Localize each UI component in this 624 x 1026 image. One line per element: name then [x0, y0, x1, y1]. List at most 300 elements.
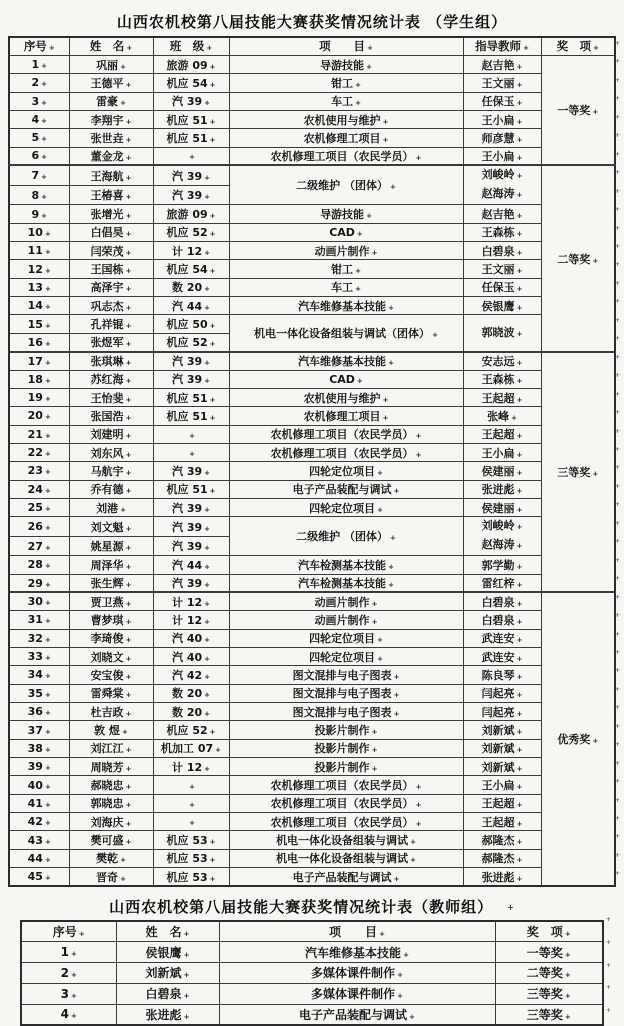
row-end-mark: +: [615, 224, 621, 232]
cell-end-mark: +: [41, 153, 48, 162]
class-name: 汽 40 +: [153, 629, 229, 647]
cell-end-mark: +: [125, 450, 132, 459]
cell-end-mark: +: [44, 524, 51, 532]
instructor-name: 王起超 +: [463, 794, 541, 812]
cell-end-mark: +: [70, 970, 77, 979]
row-number: 2 +: [21, 963, 116, 984]
teacher-name: 侯银鹰 +: [116, 942, 219, 963]
cell-end-mark: +: [215, 746, 221, 755]
row-end-mark: +: [615, 851, 621, 859]
cell-end-mark: +: [209, 212, 216, 221]
class-name: 汽 39 +: [153, 462, 229, 480]
cell-end-mark: +: [125, 432, 132, 441]
table-row: [9, 260, 615, 278]
instructor-names-group: [464, 166, 541, 204]
cell-end-mark: +: [209, 62, 216, 71]
award-cell: 二等奖 +: [541, 165, 615, 351]
table-row: [9, 703, 615, 721]
instructor-name: 张进彪 +: [463, 868, 541, 886]
row-number: 39 +: [9, 758, 69, 776]
cell-end-mark: +: [125, 581, 132, 590]
class-name: 汽 39 +: [153, 517, 229, 537]
cell-end-mark: +: [204, 636, 210, 645]
cell-end-mark: +: [516, 62, 523, 71]
cell-end-mark: +: [371, 599, 378, 608]
row-end-mark: +: [615, 169, 621, 177]
cell-end-mark: +: [516, 329, 523, 338]
class-name: 机应 54 +: [153, 74, 229, 92]
class-name: 机应 51 +: [153, 407, 229, 425]
project-name: 动画片制作 +: [229, 242, 463, 260]
row-end-mark: +: [615, 796, 621, 804]
student-name: 张琪琳 +: [69, 352, 153, 370]
cell-end-mark: +: [120, 62, 126, 71]
instructor-name: 侯银鹰 +: [463, 297, 541, 315]
instructor-name: 雷红梓 +: [463, 574, 541, 592]
cell-end-mark: +: [393, 709, 400, 718]
instructor-name-line: 郭晓波 +: [481, 325, 523, 339]
row-end-mark: +: [615, 132, 621, 140]
cell-end-mark: +: [44, 800, 51, 809]
cell-end-mark: +: [44, 727, 51, 736]
cell-end-mark: +: [516, 117, 523, 126]
student-table-header: [9, 37, 615, 55]
cell-end-mark: +: [371, 764, 378, 773]
row-end-mark: +: [615, 593, 621, 601]
row-number: 2 +: [9, 74, 69, 92]
row-number: 32 +: [9, 629, 69, 647]
class-name: 数 20 +: [153, 278, 229, 296]
project-name: 多媒体课件制作 +: [219, 983, 495, 1004]
cell-end-mark: +: [516, 99, 523, 108]
row-number: 3 +: [21, 983, 116, 1004]
row-number: 19 +: [9, 388, 69, 406]
cell-end-mark: +: [393, 672, 400, 681]
cell-end-mark: +: [209, 838, 216, 847]
row-number: 10 +: [9, 223, 69, 241]
cell-end-mark: +: [204, 359, 210, 368]
cell-end-mark: +: [415, 783, 422, 792]
instructor-name: 王起超 +: [463, 425, 541, 443]
cell-end-mark: +: [516, 617, 523, 626]
cell-end-mark: +: [41, 173, 48, 182]
student-name: 刘江江 +: [69, 739, 153, 757]
project-name: 汽车检测基本技能 +: [229, 574, 463, 592]
cell-end-mark: +: [516, 874, 523, 883]
cell-end-mark: +: [209, 117, 216, 126]
table-row: [9, 592, 615, 610]
cell-end-mark: +: [516, 172, 523, 181]
cell-end-mark: +: [204, 248, 210, 257]
row-end-mark: +: [606, 916, 612, 923]
row-end-mark: +: [615, 612, 621, 620]
instructor-name: 刘新斌 +: [463, 739, 541, 757]
class-name: 汽 39 +: [153, 574, 229, 592]
project-name: 钳工 +: [229, 74, 463, 92]
cell-end-mark: +: [516, 691, 523, 700]
student-name: 王德平 +: [69, 74, 153, 92]
cell-end-mark: +: [204, 764, 210, 773]
instructor-name: 王小扁 +: [463, 776, 541, 794]
row-number: 4 +: [9, 110, 69, 128]
cell-end-mark: +: [183, 992, 190, 1001]
class-name: [153, 794, 229, 812]
cell-end-mark: +: [125, 395, 132, 404]
student-name: 郝晓忠 +: [69, 776, 153, 794]
project-name: CAD +: [229, 370, 463, 388]
cell-end-mark: +: [44, 599, 51, 608]
row-number: 1 +: [21, 942, 116, 963]
row-end-mark: +: [615, 519, 621, 527]
student-name: 贾卫燕 +: [69, 592, 153, 610]
cell-end-mark: +: [516, 487, 523, 496]
student-name: 张煜军 +: [69, 333, 153, 351]
student-name: 马航宇 +: [69, 462, 153, 480]
student-table-title: 山西农机校第八届技能大赛获奖情况统计表 （学生组）: [116, 13, 508, 31]
row-end-mark: +: [615, 409, 621, 417]
row-end-mark: +: [615, 279, 621, 287]
student-name: 刘文魁 +: [69, 517, 153, 537]
table-row: [9, 147, 615, 165]
project-name: 投影片制作 +: [229, 739, 463, 757]
cell-end-mark: +: [388, 359, 394, 368]
instructor-name: 王文丽 +: [463, 74, 541, 92]
cell-end-mark: +: [78, 930, 85, 939]
project-name: 农机修理工项目（农民学员） +: [229, 443, 463, 461]
cell-end-mark: +: [209, 728, 216, 737]
instructor-name: 王小扁 +: [463, 110, 541, 128]
student-name: 周晓芳 +: [69, 758, 153, 776]
instructor-name: 王森栋 +: [463, 370, 541, 388]
instructor-name: 郭学勤 +: [463, 556, 541, 574]
cell-end-mark: +: [592, 256, 599, 265]
cell-end-mark: +: [206, 44, 213, 53]
cell-end-mark: +: [393, 487, 400, 496]
cell-end-mark: +: [189, 450, 195, 459]
row-number: 21 +: [9, 425, 69, 443]
cell-end-mark: +: [204, 599, 210, 608]
cell-end-mark: +: [204, 468, 210, 477]
cell-end-mark: +: [44, 358, 51, 367]
table-row: [9, 776, 615, 794]
row-number: 13 +: [9, 278, 69, 296]
instructor-name: 武连安 +: [463, 647, 541, 665]
table-row: [9, 498, 615, 516]
table-row: [9, 849, 615, 867]
table-row: [9, 480, 615, 498]
cell-end-mark: +: [125, 487, 132, 496]
cell-end-mark: +: [44, 486, 51, 495]
cell-end-mark: +: [516, 468, 523, 477]
cell-end-mark: +: [204, 193, 210, 202]
row-number: 1 +: [9, 55, 69, 73]
cell-end-mark: +: [382, 395, 389, 404]
instructor-names-group: [464, 517, 541, 555]
project-name: 四轮定位项目 +: [229, 462, 463, 480]
class-name: 机应 53 +: [153, 831, 229, 849]
cell-end-mark: +: [125, 672, 132, 681]
project-name: 电子产品装配与调试 +: [229, 480, 463, 498]
row-end-mark: +: [615, 335, 621, 343]
table-row: [9, 315, 615, 333]
cell-end-mark: +: [516, 764, 523, 773]
table-row: [21, 963, 603, 984]
cell-end-mark: +: [183, 971, 190, 980]
cell-end-mark: +: [371, 728, 378, 737]
row-number: 12 +: [9, 260, 69, 278]
row-number: 41 +: [9, 794, 69, 812]
cell-end-mark: +: [516, 856, 523, 865]
cell-end-mark: +: [41, 117, 48, 126]
project-name: 投影片制作 +: [229, 721, 463, 739]
instructor-name: 刘新斌 +: [463, 758, 541, 776]
cell-end-mark: +: [377, 505, 383, 514]
project-name: 农机修理工项目（农民学员） +: [229, 794, 463, 812]
table-row: [9, 813, 615, 831]
instructor-name: 王起超 +: [463, 388, 541, 406]
instructor-name: 张进彪 +: [463, 480, 541, 498]
table-row: [21, 983, 603, 1004]
teacher-awards-table: [20, 920, 604, 1026]
project-name: 四轮定位项目 +: [229, 498, 463, 516]
cell-end-mark: +: [70, 950, 77, 959]
row-number: 18 +: [9, 370, 69, 388]
cell-end-mark: +: [183, 930, 190, 939]
cell-end-mark: +: [516, 212, 523, 221]
cell-end-mark: +: [125, 303, 132, 312]
instructor-name: 白碧泉 +: [463, 592, 541, 610]
cell-end-mark: +: [204, 99, 210, 108]
paragraph-mark: +: [507, 902, 515, 912]
student-name: 樊可盛 +: [69, 831, 153, 849]
class-name: 机应 53 +: [153, 868, 229, 886]
class-name: 汽 39 +: [153, 498, 229, 516]
project-name: 多媒体课件制作 +: [219, 963, 495, 984]
class-name: 机应 54 +: [153, 260, 229, 278]
cell-end-mark: +: [204, 581, 210, 590]
cell-end-mark: +: [516, 636, 523, 645]
project-name: 汽车维修基本技能 +: [219, 942, 495, 963]
teacher-table-body: [21, 942, 603, 1025]
cell-end-mark: +: [516, 267, 523, 276]
table-row: [9, 684, 615, 702]
row-end-mark: +: [615, 261, 621, 269]
cell-end-mark: +: [511, 413, 517, 422]
award-cell: 三等奖 +: [541, 352, 615, 593]
row-number: 26 +: [9, 517, 69, 537]
cell-end-mark: +: [125, 691, 132, 700]
student-name: 孔祥锟 +: [69, 315, 153, 333]
cell-end-mark: +: [209, 856, 216, 865]
cell-end-mark: +: [125, 764, 132, 773]
cell-end-mark: +: [125, 524, 132, 533]
row-end-mark: +: [615, 187, 621, 195]
cell-end-mark: +: [44, 284, 51, 293]
project-name: 车工 +: [229, 92, 463, 110]
cell-end-mark: +: [41, 98, 48, 107]
instructor-name: 王文丽 +: [463, 260, 541, 278]
cell-end-mark: +: [125, 153, 132, 162]
student-name: 王海航 +: [69, 165, 153, 185]
class-name: 数 20 +: [153, 684, 229, 702]
table-row: [9, 647, 615, 665]
table-row: [9, 352, 615, 370]
row-end-mark: +: [615, 759, 621, 767]
cell-end-mark: +: [204, 709, 210, 718]
cell-end-mark: +: [125, 838, 132, 847]
cell-end-mark: +: [371, 746, 378, 755]
project-name: 机电一体化设备组装与调试（团体） +: [229, 315, 463, 352]
cell-end-mark: +: [125, 340, 132, 349]
cell-end-mark: +: [382, 135, 389, 144]
cell-end-mark: +: [516, 505, 523, 514]
cell-end-mark: +: [125, 193, 132, 202]
table-row: [9, 666, 615, 684]
cell-end-mark: +: [125, 117, 132, 126]
cell-end-mark: +: [564, 950, 571, 959]
class-name: 机应 52 +: [153, 223, 229, 241]
student-name: 白倡昊 +: [69, 223, 153, 241]
cell-end-mark: +: [516, 728, 523, 737]
table-row: [9, 758, 615, 776]
row-end-mark: +: [615, 704, 621, 712]
table-row: [9, 165, 615, 185]
cell-end-mark: +: [564, 1012, 571, 1021]
student-name: 杜吉政 +: [69, 703, 153, 721]
teacher-name: 张进彪 +: [116, 1004, 219, 1025]
row-number: 35 +: [9, 684, 69, 702]
cell-end-mark: +: [409, 1012, 415, 1021]
cell-end-mark: +: [516, 654, 523, 663]
project-name: 图文混排与电子图表 +: [229, 684, 463, 702]
student-name: 巩丽 +: [69, 55, 153, 73]
row-number: 24 +: [9, 480, 69, 498]
student-name: 李琦俊 +: [69, 629, 153, 647]
class-name: 计 12 +: [153, 242, 229, 260]
header-row: [21, 921, 603, 942]
project-name: 农机修理工项目（农民学员） +: [229, 776, 463, 794]
row-end-mark: +: [615, 95, 621, 103]
row-end-mark: +: [615, 372, 621, 380]
cell-end-mark: +: [397, 971, 403, 980]
instructor-name: 白碧泉 +: [463, 242, 541, 260]
row-end-mark: +: [615, 445, 621, 453]
row-number: 17 +: [9, 352, 69, 370]
student-name: 王国栋 +: [69, 260, 153, 278]
cell-end-mark: +: [516, 523, 523, 532]
instructor-name: 赵吉艳 +: [463, 55, 541, 73]
cell-end-mark: +: [44, 709, 51, 718]
instructor-name: 王小扁 +: [463, 443, 541, 461]
cell-end-mark: +: [44, 580, 51, 589]
class-name: [153, 443, 229, 461]
cell-end-mark: +: [209, 267, 216, 276]
instructor-name: 任保玉 +: [463, 278, 541, 296]
row-number: 44 +: [9, 849, 69, 867]
award-cell: 一等奖 +: [541, 55, 615, 165]
teacher-table-header: [21, 921, 603, 942]
instructor-name: 闫起亮 +: [463, 703, 541, 721]
cell-end-mark: +: [516, 395, 523, 404]
cell-end-mark: +: [125, 709, 132, 718]
row-number: 43 +: [9, 831, 69, 849]
table-row: [9, 739, 615, 757]
table-row: [9, 92, 615, 110]
cell-end-mark: +: [120, 505, 126, 514]
cell-end-mark: +: [204, 562, 210, 571]
row-number: 8 +: [9, 185, 69, 205]
cell-end-mark: +: [41, 135, 48, 144]
cell-end-mark: +: [592, 470, 599, 479]
cell-end-mark: +: [516, 450, 523, 459]
cell-end-mark: +: [204, 285, 210, 294]
student-name: 张增光 +: [69, 205, 153, 223]
cell-end-mark: +: [44, 543, 51, 552]
cell-end-mark: +: [44, 764, 51, 773]
row-end-mark: +: [615, 242, 621, 250]
cell-end-mark: +: [204, 505, 210, 514]
cell-end-mark: +: [367, 44, 373, 53]
table-row: [9, 574, 615, 592]
cell-end-mark: +: [44, 654, 51, 663]
cell-end-mark: +: [516, 135, 523, 144]
student-name: 巩志杰 +: [69, 297, 153, 315]
cell-end-mark: +: [44, 837, 51, 846]
cell-end-mark: +: [120, 856, 126, 865]
table-row: [9, 55, 615, 73]
table-row: [9, 278, 615, 296]
student-name: 刘建明 +: [69, 425, 153, 443]
student-name: 刘东风 +: [69, 443, 153, 461]
cell-end-mark: +: [209, 395, 216, 404]
cell-end-mark: +: [189, 800, 195, 809]
cell-end-mark: +: [44, 672, 51, 681]
cell-end-mark: +: [377, 468, 383, 477]
teacher-name: 白碧泉 +: [116, 983, 219, 1004]
row-end-mark: +: [615, 482, 621, 490]
project-name: 汽车检测基本技能 +: [229, 556, 463, 574]
cell-end-mark: +: [415, 801, 422, 810]
table-row: [21, 1004, 603, 1025]
table-row: [9, 110, 615, 128]
table-row: [9, 388, 615, 406]
cell-end-mark: +: [516, 377, 523, 386]
row-number: 23 +: [9, 462, 69, 480]
student-name: 张国浩 +: [69, 407, 153, 425]
student-name: 樊乾 +: [69, 849, 153, 867]
class-name: 机应 51 +: [153, 129, 229, 147]
student-name: 刘海庆 +: [69, 813, 153, 831]
award-cell: 一等奖 +: [495, 942, 603, 963]
project-name: 农机修理工项目 +: [229, 129, 463, 147]
cell-end-mark: +: [389, 183, 396, 192]
instructor-name: 安志远 +: [463, 352, 541, 370]
project-name: 导游技能 +: [229, 55, 463, 73]
project-name: 机电一体化设备组装与调试 +: [229, 831, 463, 849]
cell-end-mark: +: [125, 801, 132, 810]
project-name: 导游技能 +: [229, 205, 463, 223]
row-end-mark: +: [606, 1007, 612, 1014]
class-name: 计 12 +: [153, 592, 229, 610]
award-cell: 三等奖 +: [495, 1004, 603, 1025]
cell-end-mark: +: [564, 971, 571, 980]
award-cell: 三等奖 +: [495, 983, 603, 1004]
cell-end-mark: +: [388, 581, 394, 590]
row-number: 4 +: [21, 1004, 116, 1025]
class-name: 机应 53 +: [153, 849, 229, 867]
class-name: 汽 39 +: [153, 92, 229, 110]
cell-end-mark: +: [44, 248, 51, 257]
